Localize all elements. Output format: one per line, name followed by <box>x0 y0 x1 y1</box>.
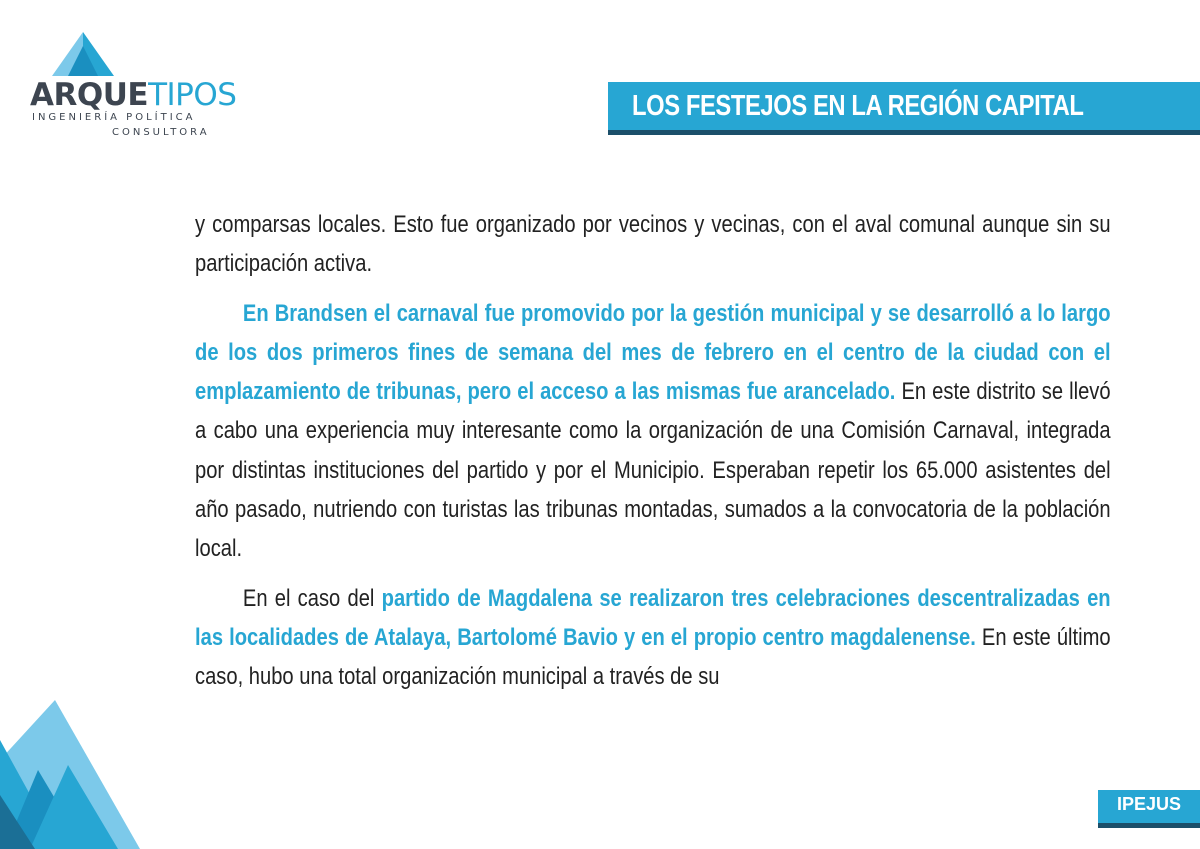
logo-name-dark: ARQUE <box>30 77 149 113</box>
paragraph <box>195 294 1111 568</box>
footer-label: IPEJUS <box>1116 794 1182 814</box>
logo-tagline: INGENIERÍA POLÍTICA <box>32 112 196 123</box>
paragraph-text: y comparsas locales. Esto fue organizado por vecinos y vecinas, con el aval comunal aunque sin su participación activa. <box>195 211 1111 278</box>
paragraph-text: En este último caso, hubo una total organización municipal a través de su <box>195 623 1111 691</box>
logo-subtitle: CONSULTORA <box>112 127 210 138</box>
paragraph-text: En este distrito se llevó a cabo una experiencia muy interesante como la organización de una Comisión Carnaval, integrada por distintas instituciones del partido y por el Municipio. Esperaban repetir los 65.000 asistentes del año pasado, nutriendo con turistas las tribunas montadas, sumados a la convocatoria de la población local. <box>195 378 1111 562</box>
highlighted-text: En Brandsen el carnaval fue promovido por la gestión municipal y se desarrolló a lo largo de los dos primeros fines de semana del mes de febrero en el centro de la ciudad con el emplazamiento de tribunas, pero el acceso a las mismas fue arancelado. <box>195 300 1111 406</box>
company-logo <box>30 32 237 152</box>
footer-badge <box>1098 790 1200 828</box>
logo-name-light: TIPOS <box>148 77 237 113</box>
logo-wordmark <box>30 77 237 113</box>
document-body <box>195 205 1111 696</box>
page-title: LOS FESTEJOS EN LA REGIÓN CAPITAL <box>632 90 1084 122</box>
paragraph <box>195 205 1111 283</box>
paragraph-text: En el caso del <box>242 584 382 612</box>
pyramid-logo-icon <box>52 32 114 76</box>
decorative-triangles <box>0 700 140 849</box>
highlighted-text: partido de Magdalena se realizaron tres celebraciones descentralizadas en las localidades de Atalaya, Bartolomé Bavio y en el propio centro magdalenense. <box>195 584 1111 651</box>
header-banner <box>608 82 1200 135</box>
paragraph <box>195 579 1111 696</box>
